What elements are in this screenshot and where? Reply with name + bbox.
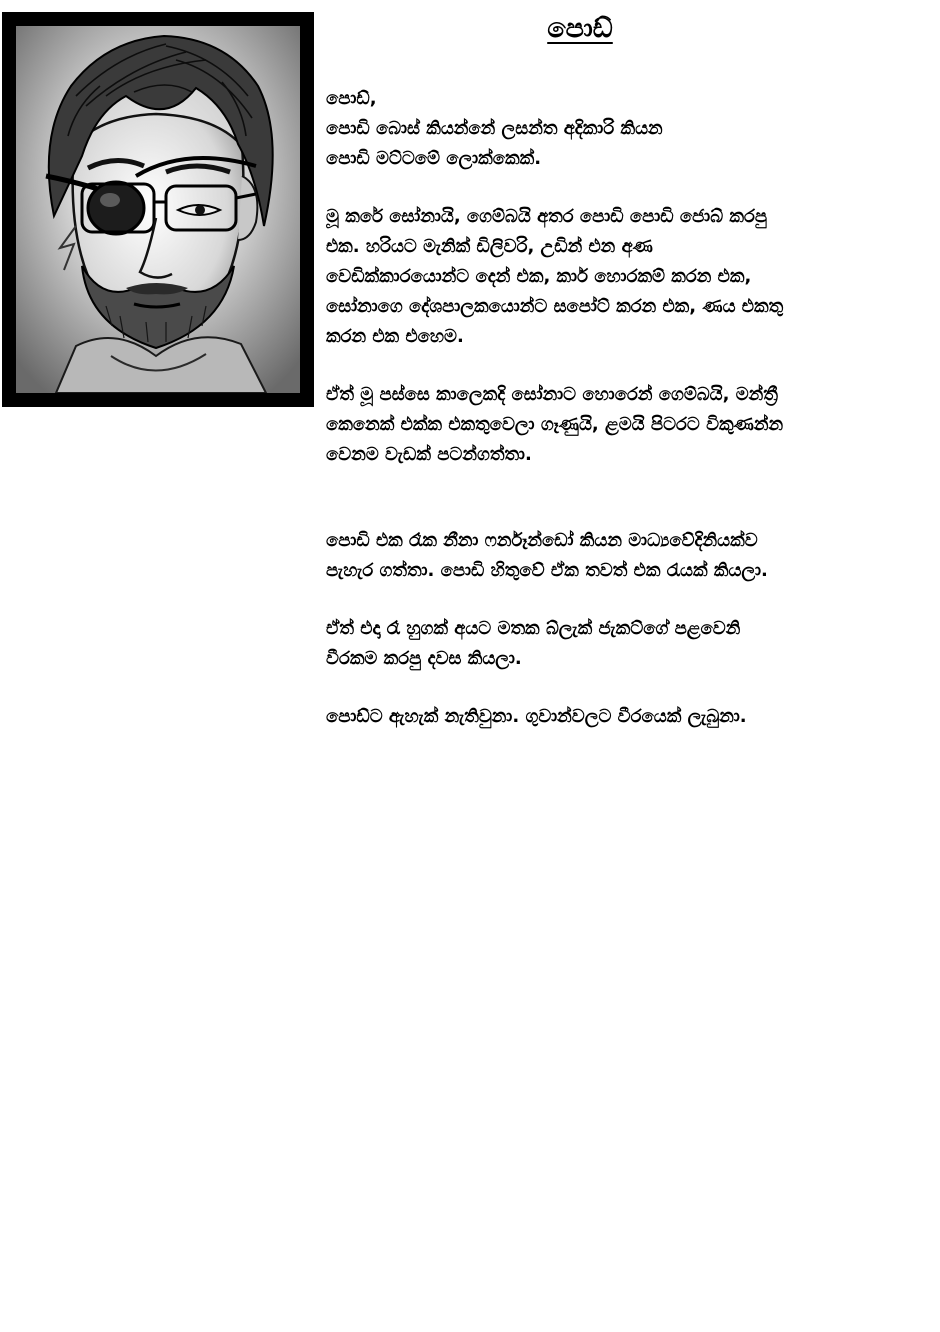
- paragraph-betrayal: ඒත් මූ පස්සෙ කාලෙකදි සෝනාට හොරෙන් ගෙම්බයි, මන්ත්‍රී කෙනෙක් එක්ක එකතුවෙලා ගෑණුයි, ළමයි පිටරට විකුණන්න වෙනම වැඩක් පටන්ගත්තා.: [326, 384, 784, 465]
- paragraph-intro: පොඩ්, පොඩි බොස් කියන්නේ ලසන්ත අදිකාරි කියන පොඩි මට්ටමේ ලොක්කෙක්.: [326, 88, 663, 169]
- eyepatch-man-portrait-icon: [16, 26, 300, 393]
- portrait-frame: [2, 12, 314, 407]
- story-text: [326, 84, 916, 732]
- page-title: පොඩ්: [547, 13, 613, 44]
- paragraph-ending: පොඩ්ට ඇහැක් නැතිවුනා. ගුවාන්වලට වීරයෙක් ලැබුනා.: [326, 706, 747, 727]
- paragraph-jobs: මූ කරේ සෝනායි, ගෙම්බයි අතර පොඩි පොඩි ජොබ් කරපු එක. හරියට මැනික් ඩිලිවරි, උඩින් එන අණ වෙඩික්කාරයොන්ට දෙන් එක, කාර් හොරකම් කරන එක, සෝනාගෙ දේශපාලකයොන්ට සපෝට් කරන එක, ණය එකතු කරන එක එහෙම.: [326, 206, 784, 347]
- paragraph-first-hero-night: ඒත් එදා රෑ හුගක් අයට මතක බ්ලැක් ජැකට්ගේ පළවෙනි වීරකම කරපු දවස කියලා.: [326, 618, 741, 669]
- paragraph-kidnapping: පොඩි එක රෑක නීනා ෆර්නෑන්ඩෝ කියන මාධ්‍යවේදිනියක්ව පැහැර ගත්තා. පොඩි හිතුවේ ඒක තවත් එක රැයක් කියලා.: [326, 530, 768, 581]
